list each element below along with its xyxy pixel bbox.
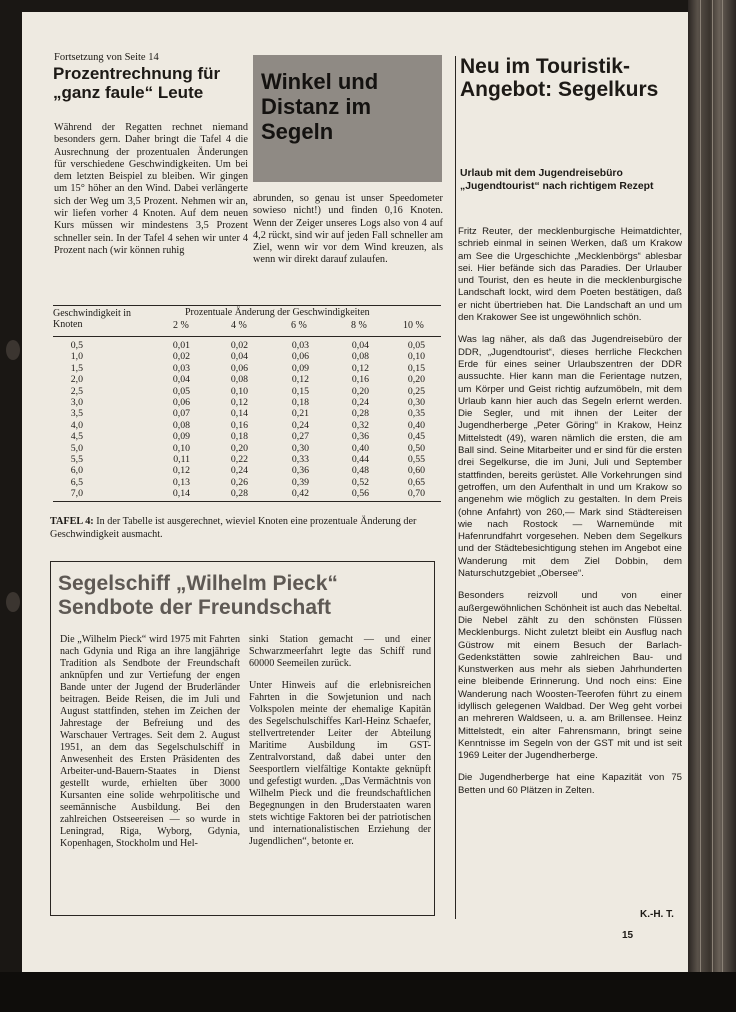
value-cell: 0,32 — [351, 419, 369, 431]
value-cell: 0,05 — [407, 340, 425, 351]
speed-cell: 3,5 — [70, 408, 83, 420]
article2-body — [458, 226, 682, 807]
percent-header: 10 % — [403, 320, 424, 331]
value-cell: 0,48 — [351, 465, 369, 477]
value-cell: 0,13 — [172, 476, 190, 488]
binding-hole — [6, 592, 20, 612]
value-cell: 0,21 — [291, 408, 309, 420]
continued-note: Fortsetzung von Seite 14 — [54, 52, 159, 63]
segelschiff-title — [58, 572, 433, 620]
value-cell: 0,28 — [230, 488, 248, 500]
speed-cell: 1,5 — [70, 362, 83, 374]
table-row — [53, 454, 441, 465]
column-divider — [455, 56, 456, 919]
winkel-title: Winkel und Distanz im Segeln — [261, 69, 379, 144]
value-cell: 0,35 — [407, 408, 425, 420]
binding-hole — [6, 340, 20, 360]
value-cell: 0,16 — [351, 374, 369, 386]
value-cell: 0,27 — [291, 431, 309, 443]
value-cell: 0,24 — [291, 419, 309, 431]
speed-cell: 7,0 — [70, 488, 83, 500]
value-cell: 0,26 — [230, 476, 248, 488]
value-cell: 0,14 — [172, 488, 190, 500]
segelschiff-title-line: Segelschiff „Wilhelm Pieck“ — [58, 572, 338, 595]
speed-cell: 2,0 — [70, 374, 83, 386]
value-cell: 0,11 — [173, 453, 190, 465]
table-row — [53, 431, 441, 442]
article1-title: Prozentrechnung für „ganz faule“ Leute — [53, 64, 221, 102]
speed-cell: 4,5 — [70, 431, 83, 443]
value-cell: 0,42 — [291, 488, 309, 500]
page-number: 15 — [622, 930, 634, 941]
value-cell: 0,09 — [172, 431, 190, 443]
value-cell: 0,18 — [291, 396, 309, 408]
percent-header: 2 % — [173, 320, 189, 331]
value-cell: 0,12 — [351, 362, 369, 374]
table-caption — [50, 516, 442, 541]
value-cell: 0,15 — [291, 385, 309, 397]
speed-cell: 6,0 — [70, 465, 83, 477]
value-cell: 0,05 — [172, 385, 190, 397]
table-row — [53, 477, 441, 488]
value-cell: 0,52 — [351, 476, 369, 488]
value-cell: 0,44 — [351, 453, 369, 465]
value-cell: 0,08 — [172, 419, 190, 431]
table-row — [53, 340, 441, 351]
value-cell: 0,14 — [230, 408, 248, 420]
value-cell: 0,40 — [407, 419, 425, 431]
value-cell: 0,10 — [407, 351, 425, 363]
value-cell: 0,12 — [172, 465, 190, 477]
value-cell: 0,70 — [407, 488, 425, 500]
table-rule — [53, 501, 441, 502]
value-cell: 0,36 — [291, 465, 309, 477]
value-cell: 0,02 — [230, 340, 248, 351]
value-cell: 0,10 — [172, 442, 190, 454]
value-cell: 0,06 — [291, 351, 309, 363]
value-cell: 0,02 — [172, 351, 190, 363]
value-cell: 0,08 — [230, 374, 248, 386]
spine-line — [700, 0, 701, 1012]
table-row — [53, 408, 441, 419]
value-cell: 0,12 — [291, 374, 309, 386]
table-header — [53, 306, 441, 336]
article2-subtitle: Urlaub mit dem Jugendreisebüro „Jugendtourist“ nach richtigem Rezept — [460, 168, 654, 192]
speed-cell: 5,0 — [70, 442, 83, 454]
speed-column-header: Geschwindigkeit in Knoten — [53, 308, 132, 330]
value-cell: 0,39 — [291, 476, 309, 488]
value-cell: 0,24 — [351, 396, 369, 408]
article1-column2 — [253, 193, 443, 267]
caption-text: In der Tabelle ist ausgerechnet, wieviel Knoten eine prozentuale Änderung der Geschwindigkeit ausmacht. — [50, 516, 417, 540]
article1-paragraph: abrunden, so genau ist unser Speedometer sowieso nicht!) und finden 0,16 Knoten. Wenn der Zeiger unseres Logs also von 4 auf 4,2 rückt, sind wir auf jeden Fall schneller am Ziel, wenn wir vor dem Wind kreuzen, als wenn wir direkt darauf zulaufen. — [253, 193, 443, 266]
speed-cell: 0,5 — [70, 340, 83, 351]
value-cell: 0,04 — [172, 374, 190, 386]
speed-cell: 1,0 — [70, 351, 83, 363]
value-cell: 0,28 — [351, 408, 369, 420]
value-cell: 0,03 — [172, 362, 190, 374]
article2-title: Neu im Touristik-Angebot: Segelkurs — [460, 55, 659, 101]
table-row — [53, 351, 441, 362]
value-cell: 0,36 — [351, 431, 369, 443]
value-cell: 0,56 — [351, 488, 369, 500]
value-cell: 0,60 — [407, 465, 425, 477]
segelschiff-title-line: Sendbote der Freundschaft — [58, 596, 332, 619]
segelschiff-column2 — [249, 634, 431, 858]
article2-paragraph: Fritz Reuter, der mecklenburgische Heimatdichter, schrieb einmal in seinen Werken, daß um Krakow am See die Urgeschichte „Mecklenbörgs“ ablesbar sei. Hier befände sich das Paradies. Der Urlauber und Tourist, den es heute in die mecklenburgische Landschaft lockt, wird dem Poeten bestätigen, daß er nicht übertrieben hat. Die Landschaft an und um den Krakower See ist ungewöhnlich schön. — [458, 226, 682, 324]
speed-cell: 5,5 — [70, 453, 83, 465]
value-cell: 0,06 — [230, 362, 248, 374]
speed-cell: 6,5 — [70, 476, 83, 488]
value-cell: 0,25 — [407, 385, 425, 397]
article2-paragraph: Was lag näher, als daß das Jugendreisebüro der DDR, „Jugendtourist“, dieses herrliche Fleckchen Erde für eines seiner Urlaubszentren der DDR aussuchte. Hier kann man die Ferientage nutzen, um Körper und Geist richtig aufzumöbeln, mit dem Urlaub kann hier auch das Segeln erlernt werden. Die Segler, und mit ihnen der Leiter der Jugendherberge „Peter Göring“ in Krakow, Heinz Mittelstedt (49), waren nämlich die ersten, die am Ball sind. Seine Mitarbeiter und er sind für die ersten drei Segelkurse, die im Juni, Juli und September stattfinden, bereits gerüstet. Alle Vorkehrungen sind getroffen, um den Aufenthalt in und um Krakow so angenehm wie möglich zu gestalten. In dem Preis (ohne Anfahrt) von 260,— Mark sind Städtereisen wie nach Rostock — Warnemünde mit Hafenrundfahrt vorgesehen. Neben dem Segelkurs und der Städtebesichtigung stehen im Angebot eine Wanderung mit dem Ziel Dobbin, dem Naturschutzgebiet „Obersee“. — [458, 334, 682, 580]
winkel-title-box — [253, 55, 442, 182]
value-cell: 0,08 — [351, 351, 369, 363]
table-row — [53, 465, 441, 476]
table-row — [53, 397, 441, 408]
percent-header: 4 % — [231, 320, 247, 331]
value-cell: 0,20 — [351, 385, 369, 397]
value-cell: 0,12 — [230, 396, 248, 408]
speed-table — [53, 305, 441, 502]
table-row — [53, 363, 441, 374]
segelschiff-paragraph: Unter Hinweis auf die erlebnisreichen Fahrten in die Sowjetunion und nach Volkspolen meinte der ehemalige Kapitän des Segelschulschiffes Karl-Heinz Schaefer, stellvertretender Leiter der Abteilung Maritime Ausbildung im GST-Zentralvorstand, daß dabei unter den Seesportlern vielfältige Kontakte geknüpft und gefestigt wurden. „Das Vermächtnis von Wilhelm Pieck und die freundschaftlichen Begegnungen in den Bruderstaaten waren stets wichtige Faktoren bei der patriotischen und internationalistischen Erziehung der Jugendlichen“, betonte er. — [249, 680, 431, 847]
value-cell: 0,50 — [407, 442, 425, 454]
value-cell: 0,45 — [407, 431, 425, 443]
article2-paragraph: Besonders reizvoll und von einer außergewöhnlichen Schönheit ist auch das Nebeltal. Die Nebel zählt zu den schönsten Flüssen Mecklenburgs. Nicht zuletzt bleibt ein Ausflug nach Güstrow mit einem Besuch der Barlach-Gedenkstätten sowie zahlreichen Bau- und Kunstwerken aus mehr als sieben Jahrhunderten eine bleibende Erinnerung. Und noch eins: Eine Wanderung nach Woosten-Teerofen führt zu einem idyllisch gelegenen Waldbad. Der Weg geht vorbei an mehreren Waldseen, u. a. am Brillensee. Heinz Mittelstedt, ein alter Fahrensmann, bringt seine Kenntnisse im Segeln von der GST mit und ist seit 1969 Leiter der Jugendherberge. — [458, 590, 682, 762]
value-cell: 0,06 — [172, 396, 190, 408]
table-row — [53, 420, 441, 431]
value-cell: 0,18 — [230, 431, 248, 443]
table-row — [53, 374, 441, 385]
article1-paragraph: Während der Regatten rechnet niemand besonders gern. Daher bringt die Tafel 4 die Ausrechnung der prozentualen Änderungen für verschiedene Geschwindigkeiten. Um bei dem letzten Beispiel zu bleiben. Wir gingen um 15° höher an den Wind. Dabei verlängerte sich der Weg um 3,5 Prozent. Nehmen wir an, wir liefen vorher 4 Knoten. Auf dem neuen Kurs müssen wir mindestens 3,5 Prozent schneller sein. In der Tafel 4 sehen wir unter 4 Prozent nach (wir können ruhig — [54, 122, 248, 256]
article1-column1 — [54, 122, 248, 257]
segelschiff-paragraph: sinki Station gemacht — und einer Schwarzmeerfahrt legte das Schiff rund 60000 Seemeilen zurück. — [249, 634, 431, 669]
value-cell: 0,20 — [407, 374, 425, 386]
spine-line — [722, 0, 723, 1012]
value-cell: 0,30 — [291, 442, 309, 454]
value-cell: 0,03 — [291, 340, 309, 351]
value-cell: 0,15 — [407, 362, 425, 374]
signature: K.-H. T. — [640, 909, 674, 920]
value-cell: 0,33 — [291, 453, 309, 465]
value-cell: 0,04 — [230, 351, 248, 363]
value-cell: 0,07 — [172, 408, 190, 420]
value-cell: 0,16 — [230, 419, 248, 431]
value-cell: 0,01 — [172, 340, 190, 351]
speed-cell: 3,0 — [70, 396, 83, 408]
percent-header: 6 % — [291, 320, 307, 331]
table-row — [53, 443, 441, 454]
caption-label: TAFEL 4: — [50, 516, 94, 527]
speed-cell: 2,5 — [70, 385, 83, 397]
value-cell: 0,04 — [351, 340, 369, 351]
scan-shadow — [0, 972, 736, 1012]
binding-edge — [0, 0, 24, 1012]
segelschiff-paragraph: Die „Wilhelm Pieck“ wird 1975 mit Fahrten nach Gdynia und Riga an ihre langjährige Tradition als Sendbote der Freundschaft anknüpfen und zur Vertiefung der engen Bande unter der Jugend der Bruderländer beitragen. Beide Reisen, die im Juli und August stattfinden, stehen im Zeichen der Jahrestage der Befreiung und des Warschauer Vertrages. Seit dem 2. August 1951, an dem das Segelschulschiff in Anwesenheit des Ersten Präsidenten des Arbeiter-und-Bauern-Staates in Dienst gestellt wurde, erhielten über 3000 Kursanten eine solide wehrpolitische und seemännische Ausbildung. Bei den zahlreichen Ostseereisen — so wurde in Leningrad, Riga, Wyborg, Gdynia, Kopenhagen, Stockholm und Hel- — [60, 634, 240, 849]
value-cell: 0,65 — [407, 476, 425, 488]
percent-group-header: Prozentuale Änderung der Geschwindigkeiten — [185, 307, 370, 318]
percent-header: 8 % — [351, 320, 367, 331]
value-cell: 0,09 — [291, 362, 309, 374]
value-cell: 0,24 — [230, 465, 248, 477]
value-cell: 0,20 — [230, 442, 248, 454]
table-body — [53, 337, 441, 499]
value-cell: 0,30 — [407, 396, 425, 408]
speed-cell: 4,0 — [70, 419, 83, 431]
value-cell: 0,40 — [351, 442, 369, 454]
value-cell: 0,22 — [230, 453, 248, 465]
table-row — [53, 386, 441, 397]
value-cell: 0,10 — [230, 385, 248, 397]
spine-line — [712, 0, 713, 1012]
value-cell: 0,55 — [407, 453, 425, 465]
table-row — [53, 488, 441, 499]
segelschiff-column1 — [60, 634, 240, 850]
article2-paragraph: Die Jugendherberge hat eine Kapazität von 75 Betten und 60 Plätzen in Zelten. — [458, 772, 682, 796]
